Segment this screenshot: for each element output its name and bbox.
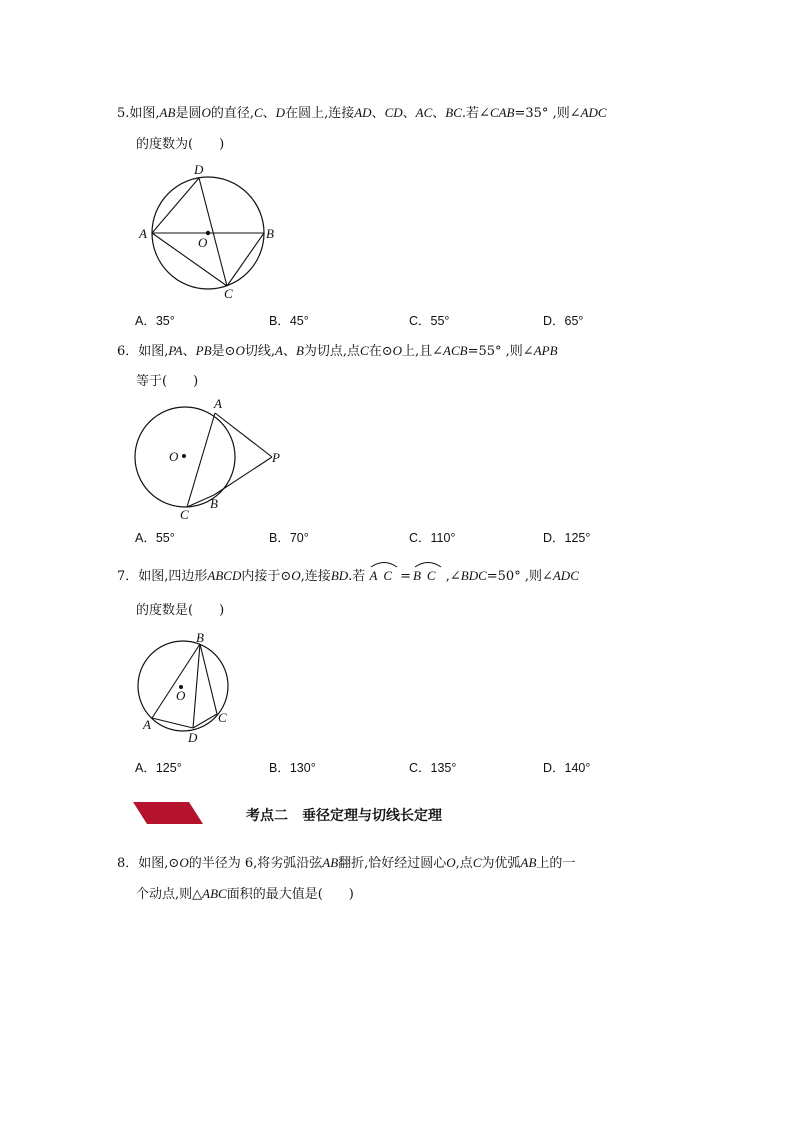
q6-text: 如图, — [138, 344, 169, 359]
q6-text: 是⊙ — [211, 344, 236, 359]
q6-text: 切线, — [244, 344, 275, 359]
q5-number: 5. — [117, 106, 130, 121]
q6-tangent-PA — [215, 413, 272, 457]
q7-option-a[interactable]: A．125° — [135, 761, 182, 775]
q6-text: =55° ,则∠ — [467, 344, 534, 359]
q6-label-A: A — [214, 396, 222, 411]
q5-figure — [130, 160, 290, 305]
q6-label-O: O — [169, 449, 179, 464]
q7-option-d[interactable]: D．140° — [543, 761, 591, 775]
q6-line2: 等于( ) — [136, 374, 199, 389]
q7-text: .若 — [348, 569, 366, 584]
q5-text: 、 — [432, 106, 446, 121]
q8-text: O — [446, 855, 456, 870]
section-accent-shape — [133, 802, 203, 824]
q5-text: AC — [415, 105, 433, 120]
q8-text: 翻折,恰好经过圆心 — [338, 856, 447, 871]
q8-text: AB — [520, 855, 537, 870]
q6-text: C — [360, 343, 369, 358]
q5-option-a[interactable]: A．35° — [135, 314, 175, 328]
q5-option-c[interactable]: C．55° — [409, 314, 450, 328]
q7-text: = — [400, 569, 411, 584]
q7-arc-bc-text: BC — [412, 568, 442, 583]
q7-label-A: A — [143, 717, 151, 732]
q5-label-A: A — [139, 226, 147, 241]
q6-line1 — [117, 343, 558, 360]
q5-label-D: D — [194, 162, 204, 177]
q8-text: O — [179, 855, 189, 870]
q5-text: 是圆 — [175, 106, 202, 121]
q5-text: 的直径, — [210, 106, 254, 121]
q6-text: 上,且∠ — [402, 344, 444, 359]
q6-text: PA — [168, 343, 183, 358]
q6-text: APB — [533, 343, 558, 358]
q6-center-dot — [182, 454, 186, 458]
q6-text: A — [274, 343, 283, 358]
q6-option-b[interactable]: B．70° — [269, 531, 309, 545]
q7-segment-AB — [152, 644, 200, 718]
q6-text: 、 — [282, 344, 296, 359]
q7-segment-BD — [193, 644, 200, 728]
q8-line2 — [136, 886, 354, 903]
q7-arc-bc — [413, 566, 442, 584]
q6-text: PB — [195, 343, 212, 358]
q7-circle — [138, 641, 228, 731]
q6-text: 为切点,点 — [303, 344, 361, 359]
q5-text: 如图, — [129, 106, 160, 121]
q7-line1 — [117, 566, 579, 585]
q6-number: 6． — [117, 344, 139, 359]
q8-number: 8． — [117, 856, 139, 871]
q6-label-B: B — [210, 496, 218, 511]
q7-option-c[interactable]: C．135° — [409, 761, 457, 775]
q8-text: C — [472, 855, 482, 870]
q6-text: B — [295, 343, 304, 358]
q5-text: 、 — [262, 106, 276, 121]
q7-number: 7． — [117, 569, 139, 584]
q7-label-O: O — [176, 688, 186, 703]
q8-text: 的半径为 6,将劣弧沿弦 — [188, 856, 323, 871]
q5-text: CAB — [489, 105, 515, 120]
q7-text: =50° ,则∠ — [486, 569, 553, 584]
q6-text: O — [392, 343, 403, 358]
q5-text: AB — [159, 105, 176, 120]
q8-text: AB — [322, 855, 339, 870]
q6-option-c[interactable]: C．110° — [409, 531, 456, 545]
q5-line1 — [117, 105, 607, 122]
q8-text: 上的一 — [536, 856, 576, 871]
q6-chord-AC — [187, 413, 215, 507]
q8-text: 个动点,则△ — [136, 887, 203, 902]
q8-text: ABC — [202, 886, 227, 901]
q5-line2: 的度数为( ) — [136, 137, 225, 152]
q7-text: ,∠ — [445, 569, 461, 584]
q8-line1 — [117, 855, 575, 872]
q7-line2: 的度数是( ) — [136, 603, 225, 618]
q5-label-B: B — [266, 226, 274, 241]
section-accent-bar — [133, 800, 205, 826]
q7-figure — [132, 630, 252, 745]
q5-text: BC — [445, 105, 462, 120]
q5-text: 在圆上,连接 — [285, 106, 355, 121]
q5-segment-BC — [227, 233, 264, 286]
q5-text: D — [275, 105, 286, 120]
q6-text: O — [235, 343, 245, 358]
q8-text: 面积的最大值是( ) — [226, 887, 354, 902]
q8-text: 为优弧 — [481, 856, 521, 871]
q6-text: 在⊙ — [368, 344, 393, 359]
q5-text: AD — [354, 105, 372, 120]
q5-label-C: C — [224, 286, 233, 301]
q8-text: 如图,⊙ — [138, 856, 180, 871]
q7-label-B: B — [196, 630, 204, 645]
q6-option-d[interactable]: D．125° — [543, 531, 591, 545]
q5-option-b[interactable]: B．45° — [269, 314, 309, 328]
q7-arc-ac — [369, 566, 398, 584]
q7-text: ABCD — [207, 568, 242, 583]
q6-label-P: P — [272, 450, 280, 465]
q5-text: 、 — [371, 106, 385, 121]
q7-option-b[interactable]: B．130° — [269, 761, 316, 775]
section-title: 考点二 垂径定理与切线长定理 — [246, 808, 442, 824]
q7-arc-bc-mark — [413, 560, 443, 568]
q7-text: ADC — [552, 568, 579, 583]
q5-text: =35° ,则∠ — [514, 106, 581, 121]
q8-text: ,点 — [455, 856, 473, 871]
q5-text: ADC — [580, 105, 607, 120]
q7-text: BD — [330, 568, 349, 583]
q6-text: 、 — [182, 344, 196, 359]
q6-text: ACB — [443, 343, 468, 358]
q5-text: .若∠ — [461, 106, 490, 121]
q6-option-a[interactable]: A．55° — [135, 531, 175, 545]
q7-text: BDC — [460, 568, 487, 583]
q5-option-d[interactable]: D．65° — [543, 314, 584, 328]
q7-text: 如图,四边形 — [138, 569, 208, 584]
q6-figure — [128, 395, 298, 525]
q5-text: O — [201, 105, 211, 120]
q5-text: C — [253, 105, 263, 120]
q6-tangent-PB — [214, 457, 272, 495]
q5-text: 、 — [402, 106, 416, 121]
q6-label-C: C — [180, 507, 189, 522]
q5-text: CD — [384, 105, 403, 120]
q7-arc-ac-mark — [369, 560, 399, 568]
q7-label-D: D — [188, 730, 198, 745]
q7-text: O — [291, 568, 301, 583]
q7-text: ,连接 — [300, 569, 331, 584]
q7-label-C: C — [218, 710, 227, 725]
q7-text: 内接于⊙ — [241, 569, 292, 584]
q7-arc-ac-text: AC — [369, 568, 399, 583]
q5-label-O: O — [198, 235, 208, 250]
